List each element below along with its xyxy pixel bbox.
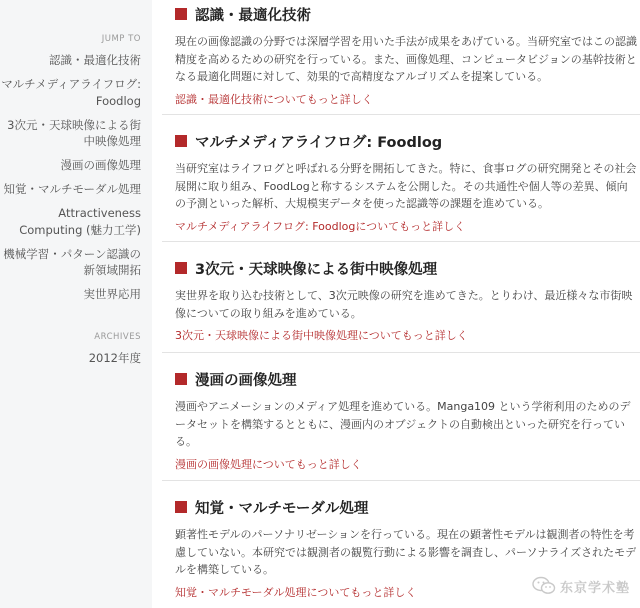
section-title [175,130,637,152]
watermark-text: 东京学术塾 [559,580,630,596]
square-bullet-icon [175,373,187,385]
section-heading: 3次元・天球映像による街中映像処理 [195,261,438,278]
section-description: 実世界を取り込む技術として、3次元映像の研究を進めてきた。とりわけ、最近様々な市街映像についての取り組みを進めている。 [175,289,633,320]
section-description: 当研究室はライフログと呼ばれる分野を開拓してきた。特に、食事ログの研究開発とその社会展開に取り組み、FoodLogと称するシステムを公開した。その共通性や個人等の差異、傾向の予測といった解析、大規模実データを使った認識等の課題を進めている。 [175,162,637,210]
archive-item-2012[interactable]: 2012年度 [88,351,141,365]
archives-heading: ARCHIVES [94,332,141,342]
divider [162,480,640,481]
section-foodlog [175,130,637,234]
section-3d-video [175,257,637,343]
section-more-link[interactable]: 知覚・マルチモーダル処理についてもっと詳しく [175,585,417,599]
sidebar-item-manga[interactable]: 漫画の画像処理 [60,158,141,172]
section-heading: 認識・最適化技術 [195,7,311,24]
watermark [532,576,630,596]
section-description: 現在の画像認識の分野では深層学習を用いた手法が成果をあげている。当研究室ではこの認識精度を高めるための研究を行っている。また、画像処理、コンピュータビジョンの基幹技術となる最適化問題に対して、効果的で高精度なアルゴリズムを提案している。 [175,35,637,83]
wechat-icon [532,576,556,596]
square-bullet-icon [175,262,187,274]
section-manga [175,368,637,472]
section-heading: 漫画の画像処理 [195,372,297,389]
square-bullet-icon [175,8,187,20]
section-recognition [175,3,637,107]
square-bullet-icon [175,501,187,513]
sidebar-nav [1,52,141,310]
main-content [162,0,640,608]
sidebar-item-attractiveness[interactable]: Attractiveness Computing (魅力工学) [19,206,141,237]
sidebar-item-machine-learning[interactable]: 機械学習・パターン認識の新領域開拓 [3,246,141,277]
sidebar-item-real-world[interactable]: 実世界応用 [83,287,141,301]
section-title [175,3,637,25]
section-description: 顕著性モデルのパーソナリゼーションを行っている。現在の顕著性モデルは観測者の特性を考慮していない。本研究では観測者の観覧行動による影響を調査し、パーソナライズされたモデルを構築している。 [175,528,637,576]
section-more-link[interactable]: マルチメディアライフログ: Foodlogについてもっと詳しく [175,219,466,233]
sidebar-item-3d-video[interactable]: 3次元・天球映像による街中映像処理 [7,117,141,148]
square-bullet-icon [175,135,187,147]
divider [162,114,640,115]
section-heading: マルチメディアライフログ: Foodlog [195,134,443,151]
section-title [175,257,637,279]
divider [162,241,640,242]
section-title [175,368,637,390]
section-more-link[interactable]: 認識・最適化技術についてもっと詳しく [175,92,373,106]
jump-to-heading: JUMP TO [101,34,141,44]
sidebar-item-recognition[interactable]: 認識・最適化技術 [49,53,141,67]
section-more-link[interactable]: 漫画の画像処理についてもっと詳しく [175,457,362,471]
divider [162,352,640,353]
section-title [175,496,637,518]
sidebar-item-perception[interactable]: 知覚・マルチモーダル処理 [3,182,141,196]
sidebar [0,0,152,608]
section-heading: 知覚・マルチモーダル処理 [195,500,369,517]
section-more-link[interactable]: 3次元・天球映像による街中映像処理についてもっと詳しく [175,329,468,342]
section-description: 漫画やアニメーションのメディア処理を進めている。Manga109 という学術利用のためのデータセットを構築するとともに、漫画内のオブジェクトの自動検出といった研究を行っている。 [175,400,631,448]
sidebar-item-foodlog[interactable]: マルチメディアライフログ: Foodlog [1,77,141,108]
